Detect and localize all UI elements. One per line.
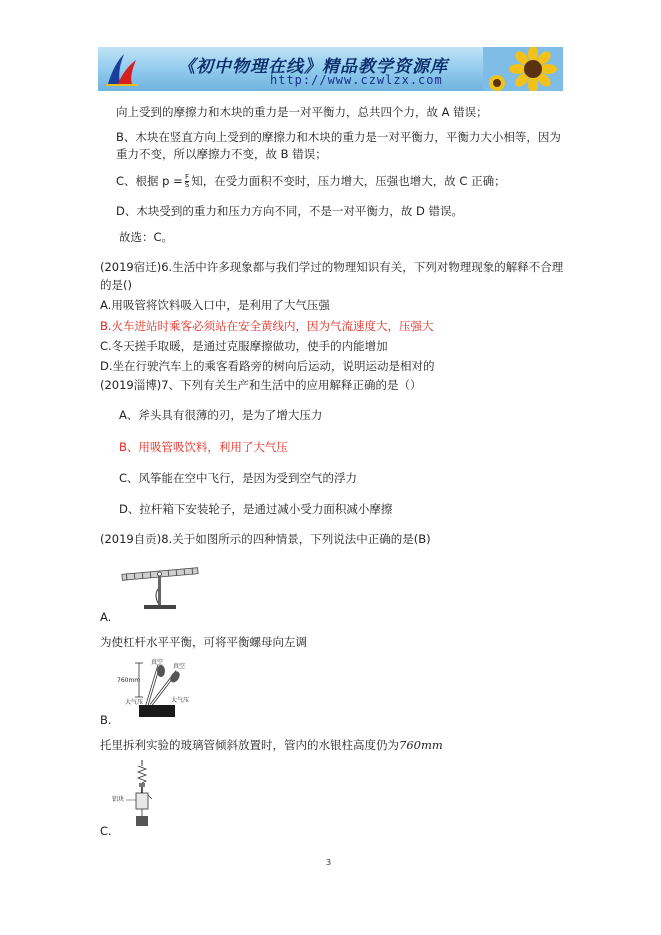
- q8-option-b-unit: mm: [420, 738, 443, 752]
- torricelli-experiment-figure: [117, 657, 197, 719]
- q5-option-d: D、木块受到的重力和压力方向不同，不是一对平衡力，故 D 错误。: [116, 204, 464, 218]
- sunflower-icon: [483, 47, 563, 91]
- q5-option-a-continuation: 向上受到的摩擦力和木块的重力是一对平衡力，总共四个力，故 A 错误；: [116, 105, 488, 119]
- q6-option-b-correct: B.火车进站时乘客必须站在安全黄线内，因为气流速度大，压强大: [100, 319, 434, 333]
- q6-option-a: A.用吸管将饮料吸入口中，是利用了大气压强: [100, 298, 330, 312]
- aluminum-block-label: 铝块: [112, 796, 125, 803]
- header-banner: [98, 47, 563, 91]
- q8-stem: (2019自贡)8.关于如图所示的四种情景，下列说法中正确的是(B): [100, 532, 431, 546]
- q6-stem-line1: (2019宿迁)6.生活中许多现象都与我们学过的物理知识有关，下列对物理现象的解释不合理: [100, 260, 564, 274]
- q8-option-b-value: 760: [399, 738, 421, 752]
- q5-option-c-prefix: C、根据 p =: [116, 174, 183, 188]
- q8-option-b-text-main: 托里拆利实验的玻璃管倾斜放置时，管内的水银柱高度仍为: [100, 738, 399, 752]
- q8-option-b-label: B.: [100, 713, 112, 727]
- q8-option-c-label: C.: [100, 824, 112, 838]
- banner-url[interactable]: http://www.czwlzx.com: [270, 73, 443, 87]
- q5-answer: 故选：C。: [119, 230, 174, 244]
- q5-option-b-line1: B、木块在竖直方向上受到的摩擦力和木块的重力是一对平衡力，平衡力大小相等，因为: [116, 130, 561, 144]
- atm-pressure-label-right: 大气压: [171, 697, 190, 704]
- q7-stem: (2019淄博)7、下列有关生产和生活中的应用解释正确的是（）: [100, 378, 422, 392]
- banner-title: 《初中物理在线》精品教学资源库: [178, 57, 448, 77]
- lever-balance-figure: [120, 565, 200, 613]
- q7-option-d: D、拉杆箱下安装轮子，是通过减小受力面积减小摩擦: [119, 502, 393, 516]
- formula-numerator: F: [184, 173, 190, 181]
- q7-option-a: A、斧头具有很薄的刃，是为了增大压力: [119, 408, 323, 422]
- q5-option-c: [116, 173, 506, 189]
- formula-denominator: S: [184, 181, 190, 189]
- q6-option-c: C.冬天搓手取暖，是通过克服摩擦做功，使手的内能增加: [100, 339, 388, 353]
- q5-option-b-line2: 重力不变，所以摩擦力不变，故 B 错误；: [116, 147, 327, 161]
- height-760mm-label: 760mm: [117, 677, 141, 684]
- q8-option-a-label: A.: [100, 610, 112, 624]
- atm-pressure-label-left: 大气压: [125, 699, 144, 706]
- vacuum-label-left: 真空: [151, 659, 164, 666]
- vacuum-label-right: 真空: [173, 663, 186, 670]
- site-logo-icon: [102, 50, 142, 88]
- q8-option-b-text: [100, 737, 443, 753]
- q7-option-c: C、风筝能在空中飞行，是因为受到空气的浮力: [119, 471, 358, 485]
- spring-scale-figure: [112, 760, 172, 830]
- q6-stem-line2: 的是(): [100, 278, 132, 292]
- q7-option-b-correct: B、用吸管吸饮料，利用了大气压: [119, 440, 288, 454]
- q6-option-d: D.坐在行驶汽车上的乘客看路旁的树向后运动，说明运动是相对的: [100, 359, 435, 373]
- page-number: 3: [326, 858, 332, 867]
- q8-option-a-text: 为使杠杆水平平衡，可将平衡螺母向左调: [100, 635, 307, 649]
- q5-option-c-suffix: 知，在受力面积不变时，压力增大，压强也增大，故 C 正确；: [191, 174, 506, 188]
- pressure-formula-fraction: [185, 174, 189, 189]
